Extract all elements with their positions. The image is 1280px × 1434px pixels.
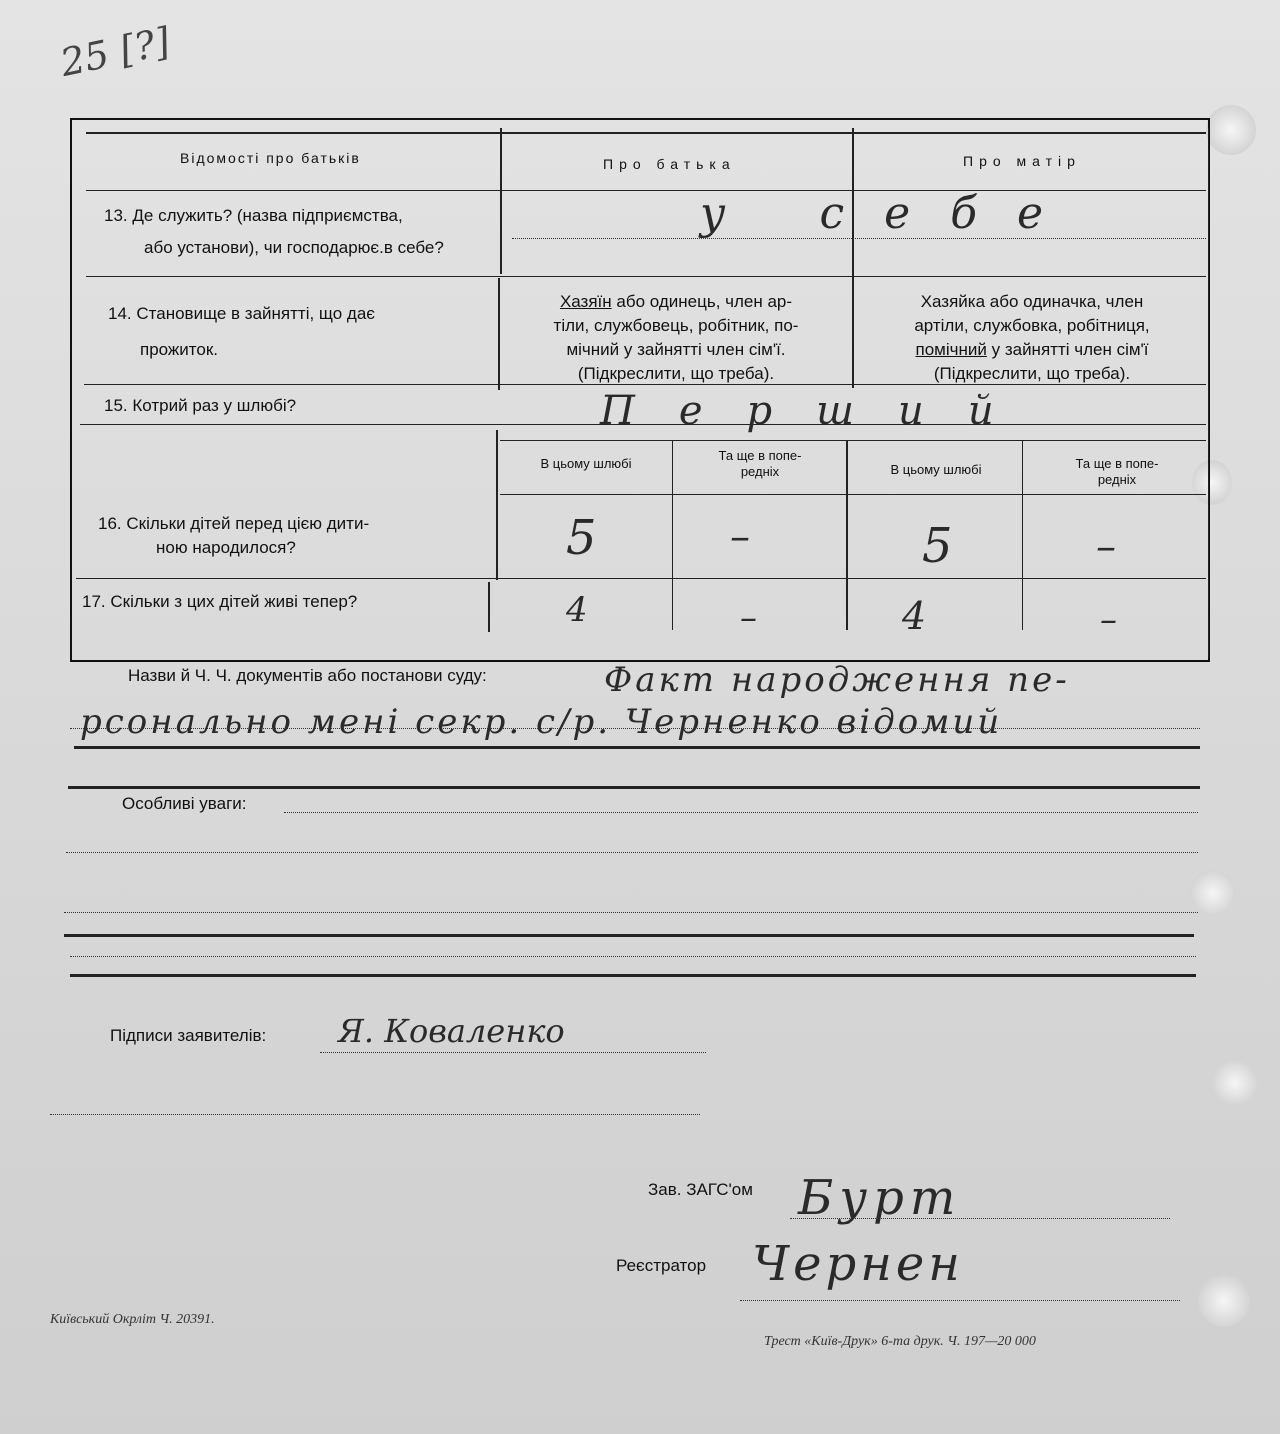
punch-hole xyxy=(1190,870,1236,916)
documents-label: Назви й Ч. Ч. документів або постанови суду: xyxy=(128,666,487,685)
mother-option-selected: помічний xyxy=(915,340,987,359)
subheader-father-previous: Та ще в попе- редніх xyxy=(718,448,802,479)
father-option-selected: Хазяїн xyxy=(559,292,612,311)
row-15-question: 15. Котрий раз у шлюбі? xyxy=(104,396,297,415)
corner-note: 25 [?] xyxy=(56,18,174,86)
row-14-father-options: Хазяїн або одинець, член ар- тіли, службовець, робітник, по- мічний у зайнятті член сім'ї. (Підкреслити, що треба). xyxy=(553,292,799,383)
header-mother: Про матір xyxy=(963,153,1081,169)
applicant-signature: Я. Коваленко xyxy=(338,1012,565,1050)
punch-hole xyxy=(1206,105,1256,155)
row-14-question: 14. Становище в зайнятті, що дає xyxy=(108,304,375,323)
remarks-label: Особливі уваги: xyxy=(122,794,247,813)
row-13-question-line2: або установи), чи господарює.в себе? xyxy=(144,238,444,257)
row-14-question-line2: прожиток. xyxy=(140,340,219,359)
row-16-mother-prev: – xyxy=(1096,524,1116,570)
row-16-question-line2: ною народилося? xyxy=(156,538,296,557)
punch-hole xyxy=(1212,1060,1258,1106)
head-label: Зав. ЗАГС'ом xyxy=(648,1180,753,1199)
subheader-mother-previous: Та ще в попе- редніх xyxy=(1075,456,1159,487)
row-16-father-this: 5 xyxy=(566,510,597,566)
row-16-mother-this: 5 xyxy=(922,518,953,574)
row-16-father-prev: – xyxy=(730,514,750,560)
subheader-mother-this-marriage: В цьому шлюбі xyxy=(890,462,982,477)
documents-answer-line2: рсонально мені секр. с/р. Черненко відомий xyxy=(80,702,1003,742)
row-16-question: 16. Скільки дітей перед цією дити- xyxy=(98,514,370,533)
row-15-answer: Перший xyxy=(600,388,1038,434)
row-17-father-this: 4 xyxy=(566,590,588,630)
row-17-mother-this: 4 xyxy=(902,594,927,638)
documents-answer-line1: Факт народження пе- xyxy=(604,660,1070,700)
row-17-father-prev: – xyxy=(740,598,757,638)
subheader-father-this-marriage: В цьому шлюбі xyxy=(540,456,632,471)
row-17-mother-prev: – xyxy=(1100,600,1117,640)
footer-right: Трест «Київ-Друк» 6-та друк. Ч. 197—20 000 xyxy=(764,1334,1036,1349)
punch-hole xyxy=(1198,1275,1250,1327)
row-13-question: 13. Де служить? (назва підприємства, xyxy=(104,206,403,225)
applicants-signatures-label: Підписи заявителів: xyxy=(110,1026,267,1045)
registrar-label: Реєстратор xyxy=(616,1256,707,1275)
header-father: Про батька xyxy=(603,156,736,172)
head-signature: Бурт xyxy=(798,1170,962,1226)
footer-left: Київський Окрліт Ч. 20391. xyxy=(50,1312,215,1327)
registrar-signature: Чернен xyxy=(752,1236,964,1292)
row-17-question: 17. Скільки з цих дітей живі тепер? xyxy=(82,592,358,611)
row-13-answer: у себе xyxy=(700,188,1084,239)
row-14-mother-options: Хазяйка або одиначка, член артіли, службовка, робітниця, помічний у зайнятті член сім'ї (Підкреслити, що треба). xyxy=(914,292,1150,383)
header-parents-info: Відомості про батьків xyxy=(180,150,361,166)
